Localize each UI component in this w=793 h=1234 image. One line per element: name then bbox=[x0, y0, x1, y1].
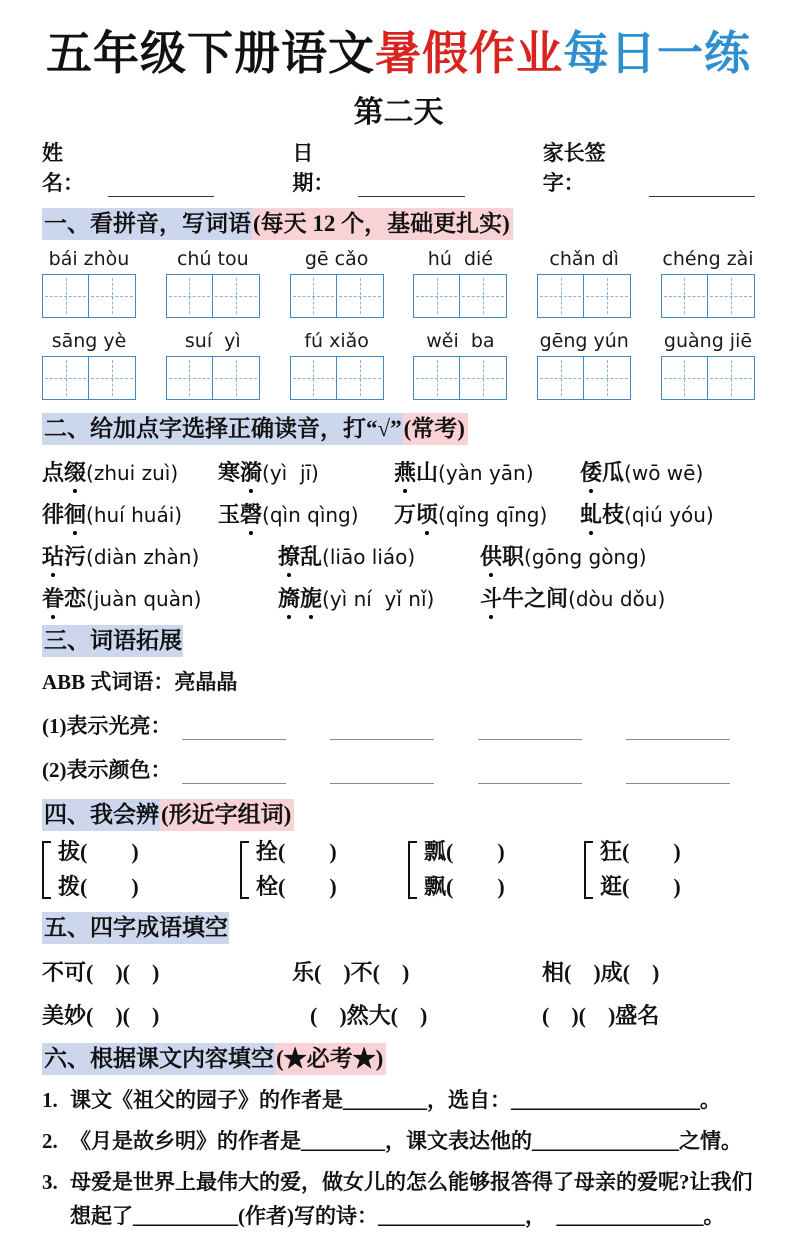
answer-blank bbox=[626, 722, 730, 740]
writing-grid-cell bbox=[413, 356, 460, 400]
word-pinyin: (gōng gòng) bbox=[524, 545, 647, 570]
word-item bbox=[42, 456, 218, 487]
section-1-pinyin-writing bbox=[42, 207, 755, 400]
writing-grid bbox=[413, 274, 507, 318]
writing-grid bbox=[413, 356, 507, 400]
word-characters bbox=[42, 586, 86, 611]
word-item bbox=[580, 498, 755, 529]
writing-grid-cell bbox=[537, 356, 584, 400]
writing-grid-cell bbox=[460, 356, 507, 400]
section-5-idiom-fill bbox=[42, 911, 755, 1030]
word-pinyin: (yì ní yǐ nǐ) bbox=[322, 587, 435, 612]
word-item bbox=[42, 582, 278, 613]
word-pinyin: (qìn qìng) bbox=[262, 503, 359, 528]
word-char: 撩 bbox=[278, 540, 300, 571]
word-characters bbox=[42, 460, 86, 485]
pair-line: 拔( ) bbox=[58, 838, 139, 864]
word-item bbox=[218, 456, 394, 487]
writing-grid-cell bbox=[413, 274, 460, 318]
word-row bbox=[42, 582, 755, 613]
word-char: 玷 bbox=[42, 540, 64, 571]
word-char: 瓜 bbox=[602, 460, 625, 486]
character-pairs bbox=[42, 839, 755, 901]
section-4-heading-main: 四、我会辨 bbox=[42, 799, 160, 831]
section-2-pronunciation bbox=[42, 412, 755, 613]
pinyin-label: suí yì bbox=[184, 329, 241, 352]
idiom-item: 不可( )( ) bbox=[42, 960, 160, 986]
word-characters bbox=[42, 544, 86, 569]
meta-row bbox=[42, 137, 755, 197]
section-5-heading bbox=[42, 911, 755, 944]
section-4-heading-note: (形近字组词) bbox=[160, 799, 294, 831]
pair-column bbox=[58, 839, 139, 901]
writing-grid bbox=[42, 274, 136, 318]
word-char: 寒 bbox=[218, 460, 241, 486]
signature-label: 家长签字： bbox=[542, 140, 606, 195]
word-pinyin: (qǐng qīng) bbox=[438, 503, 548, 528]
abb-example-line: ABB 式词语：亮晶晶 bbox=[42, 669, 238, 694]
abb-item-label: (1)表示光亮： bbox=[42, 713, 172, 738]
char-pair bbox=[42, 839, 240, 901]
abb-blank-row bbox=[42, 710, 755, 740]
word-item bbox=[218, 498, 394, 529]
question bbox=[42, 1165, 755, 1234]
answer-blank bbox=[182, 766, 286, 784]
pinyin-label: gēng yún bbox=[539, 329, 629, 352]
writing-grid-cell bbox=[213, 356, 260, 400]
answer-blank bbox=[330, 722, 434, 740]
section-1-heading bbox=[42, 207, 755, 240]
pair-column bbox=[600, 839, 681, 901]
char-pair bbox=[584, 839, 755, 901]
writing-grid-cell bbox=[460, 274, 507, 318]
answer-blank bbox=[478, 766, 582, 784]
writing-grid bbox=[42, 356, 136, 400]
word-pinyin: (liāo liáo) bbox=[322, 545, 416, 570]
word-char: 缀 bbox=[64, 456, 86, 487]
pinyin-item bbox=[290, 330, 384, 400]
word-char: 磬 bbox=[240, 498, 262, 529]
pinyin-item bbox=[537, 330, 631, 400]
writing-grid-cell bbox=[89, 274, 136, 318]
section-1-heading-main: 一、看拼音，写词语 bbox=[42, 208, 252, 240]
pair-bracket bbox=[42, 841, 51, 899]
pairs-row bbox=[42, 839, 755, 901]
question-number: 3. bbox=[42, 1169, 58, 1194]
writing-grid bbox=[166, 274, 260, 318]
word-char: 间 bbox=[546, 586, 569, 612]
abb-blank-row bbox=[42, 754, 755, 784]
writing-grid-cell bbox=[337, 274, 384, 318]
section-4-similar-characters bbox=[42, 798, 755, 901]
word-char: 燕 bbox=[394, 456, 416, 487]
section-6-text-recall bbox=[42, 1042, 755, 1234]
pair-column bbox=[424, 839, 505, 901]
char-pair bbox=[240, 839, 408, 901]
abb-item-label: (2)表示颜色： bbox=[42, 757, 172, 782]
word-char: 枝 bbox=[602, 502, 625, 528]
writing-grid-cell bbox=[290, 356, 337, 400]
word-row bbox=[42, 456, 755, 487]
pinyin-label: chú tou bbox=[176, 247, 249, 270]
word-characters bbox=[480, 544, 524, 569]
pair-line: 栓( ) bbox=[256, 874, 337, 900]
pinyin-item bbox=[290, 248, 384, 318]
word-char: 污 bbox=[64, 544, 87, 570]
name-field bbox=[42, 137, 214, 197]
section-2-heading-main: 二、给加点字选择正确读音，打“√” bbox=[42, 413, 403, 445]
word-char: 倭 bbox=[580, 456, 602, 487]
answer-blank bbox=[478, 722, 582, 740]
word-char: 万 bbox=[394, 502, 417, 528]
question-number: 1. bbox=[42, 1088, 58, 1113]
title-part-red: 暑假作业 bbox=[375, 27, 563, 79]
section-2-heading bbox=[42, 412, 755, 445]
pair-column bbox=[256, 839, 337, 901]
writing-grid-cell bbox=[166, 356, 213, 400]
pair-bracket bbox=[408, 841, 417, 899]
writing-grid-cell bbox=[537, 274, 584, 318]
word-char: 供 bbox=[480, 540, 502, 571]
word-characters bbox=[580, 460, 624, 485]
date-field bbox=[292, 137, 464, 197]
word-characters bbox=[42, 502, 86, 527]
word-char: 顷 bbox=[416, 498, 438, 529]
idiom-item: 乐( )不( ) bbox=[292, 960, 410, 986]
idiom-item: 美妙( )( ) bbox=[42, 1003, 160, 1029]
word-pinyin: (dòu dǒu) bbox=[568, 587, 666, 612]
section-5-heading-main: 五、四字成语填空 bbox=[42, 912, 229, 944]
abb-blank-rows bbox=[42, 710, 755, 784]
word-item bbox=[278, 540, 480, 571]
word-item bbox=[480, 582, 755, 613]
word-pinyin: (huí huái) bbox=[86, 503, 183, 528]
pinyin-label: guàng jiē bbox=[663, 329, 753, 352]
word-char: 职 bbox=[502, 544, 525, 570]
question-text: 课文《祖父的园子》的作者是________，选自：__________________。 bbox=[70, 1088, 721, 1113]
section-3-heading bbox=[42, 624, 755, 657]
word-item bbox=[42, 540, 278, 571]
word-rows bbox=[42, 456, 755, 613]
word-char: 之 bbox=[524, 586, 547, 612]
page-title bbox=[42, 28, 755, 79]
pair-line: 狂( ) bbox=[600, 838, 681, 864]
pinyin-row bbox=[42, 330, 755, 400]
name-blank bbox=[108, 177, 214, 197]
writing-grid bbox=[537, 356, 631, 400]
question-text: 母爱是世界上最伟大的爱，做女儿的怎么能够报答得了母亲的爱呢?让我们想起了__________(作者)写的诗：______________， ______________。 bbox=[70, 1169, 753, 1229]
word-char: 虬 bbox=[580, 498, 602, 529]
pinyin-item bbox=[166, 330, 260, 400]
section-3-heading-main: 三、词语拓展 bbox=[42, 625, 183, 657]
writing-grid-cell bbox=[661, 356, 708, 400]
writing-grid-cell bbox=[708, 274, 755, 318]
word-characters bbox=[218, 460, 262, 485]
title-part-blue: 每日一练 bbox=[563, 27, 751, 79]
word-pinyin: (juàn quàn) bbox=[86, 587, 202, 612]
writing-grid bbox=[290, 356, 384, 400]
pair-line: 飘( ) bbox=[424, 874, 505, 900]
writing-grid bbox=[166, 356, 260, 400]
pinyin-item bbox=[42, 330, 136, 400]
word-char: 眷 bbox=[42, 582, 64, 613]
idiom-row bbox=[42, 956, 755, 987]
pinyin-label: sāng yè bbox=[51, 329, 127, 352]
word-char: 乱 bbox=[300, 544, 323, 570]
word-item bbox=[42, 498, 218, 529]
word-char: 旎 bbox=[300, 582, 322, 613]
pinyin-row bbox=[42, 248, 755, 318]
word-pinyin: (zhui zuì) bbox=[86, 461, 179, 486]
word-characters bbox=[480, 586, 568, 611]
writing-grid-cell bbox=[337, 356, 384, 400]
word-char: 恋 bbox=[64, 586, 87, 612]
section-1-heading-note: (每天 12 个，基础更扎实) bbox=[252, 208, 513, 240]
word-pinyin: (yàn yān) bbox=[438, 461, 534, 486]
writing-grid bbox=[661, 356, 755, 400]
word-row bbox=[42, 540, 755, 571]
word-char: 斗 bbox=[480, 582, 502, 613]
date-blank bbox=[358, 177, 464, 197]
writing-grid-cell bbox=[584, 274, 631, 318]
word-char: 漪 bbox=[240, 456, 262, 487]
answer-blank bbox=[182, 722, 286, 740]
word-item bbox=[580, 456, 755, 487]
section-4-heading bbox=[42, 798, 755, 831]
pinyin-item bbox=[413, 330, 507, 400]
writing-grid bbox=[537, 274, 631, 318]
date-label: 日期： bbox=[292, 140, 335, 195]
word-characters bbox=[218, 502, 262, 527]
answer-blank bbox=[626, 766, 730, 784]
word-item bbox=[480, 540, 755, 571]
pinyin-label: bái zhòu bbox=[48, 247, 130, 270]
word-char: 山 bbox=[416, 460, 439, 486]
idiom-rows bbox=[42, 956, 755, 1030]
word-characters bbox=[278, 586, 322, 611]
section-6-heading bbox=[42, 1042, 755, 1075]
idiom-row bbox=[42, 999, 755, 1030]
section-6-heading-note: (★必考★) bbox=[275, 1043, 386, 1075]
pinyin-grid-rows bbox=[42, 248, 755, 400]
title-part-black: 五年级下册语文 bbox=[46, 27, 375, 79]
word-pinyin: (yì jī) bbox=[262, 461, 319, 486]
writing-grid-cell bbox=[213, 274, 260, 318]
word-characters bbox=[394, 502, 438, 527]
answer-blank bbox=[330, 766, 434, 784]
section-2-heading-note: (常考) bbox=[403, 413, 468, 445]
word-pinyin: (diàn zhàn) bbox=[86, 545, 200, 570]
name-label: 姓名： bbox=[42, 140, 84, 195]
word-char: 牛 bbox=[502, 586, 525, 612]
word-char: 玉 bbox=[218, 502, 241, 528]
idiom-item: ( )( )盛名 bbox=[542, 1003, 660, 1029]
word-char: 旖 bbox=[278, 582, 300, 613]
word-characters bbox=[278, 544, 322, 569]
writing-grid-cell bbox=[89, 356, 136, 400]
pinyin-label: gē cǎo bbox=[304, 247, 369, 270]
question-text: 《月是故乡明》的作者是________，课文表达他的______________之情。 bbox=[70, 1129, 742, 1154]
pair-bracket bbox=[584, 841, 593, 899]
pair-bracket bbox=[240, 841, 249, 899]
writing-grid-cell bbox=[290, 274, 337, 318]
writing-grid bbox=[290, 274, 384, 318]
writing-grid-cell bbox=[708, 356, 755, 400]
pinyin-item bbox=[661, 330, 755, 400]
signature-field bbox=[543, 137, 755, 197]
word-char: 徊 bbox=[64, 498, 86, 529]
word-characters bbox=[394, 460, 438, 485]
pinyin-item bbox=[166, 248, 260, 318]
signature-blank bbox=[649, 177, 755, 197]
writing-grid-cell bbox=[584, 356, 631, 400]
question bbox=[42, 1083, 755, 1118]
question-number: 2. bbox=[42, 1129, 58, 1154]
section-6-heading-main: 六、根据课文内容填空 bbox=[42, 1043, 275, 1075]
pair-line: 逛( ) bbox=[600, 874, 681, 900]
pair-line: 拴( ) bbox=[256, 838, 337, 864]
pinyin-label: chǎn dì bbox=[549, 247, 619, 270]
writing-grid-cell bbox=[661, 274, 708, 318]
day-subtitle: 第二天 bbox=[353, 95, 444, 129]
word-characters bbox=[580, 502, 624, 527]
word-item bbox=[278, 582, 480, 613]
word-char: 徘 bbox=[42, 502, 65, 528]
word-char: 点 bbox=[42, 460, 65, 486]
pinyin-item bbox=[42, 248, 136, 318]
pinyin-item bbox=[661, 248, 755, 318]
word-pinyin: (qiú yóu) bbox=[624, 503, 714, 528]
writing-grid bbox=[661, 274, 755, 318]
word-item bbox=[394, 456, 580, 487]
pinyin-label: chéng zài bbox=[662, 247, 754, 270]
section-3-word-expansion bbox=[42, 624, 755, 783]
pair-line: 拨( ) bbox=[58, 874, 139, 900]
writing-grid-cell bbox=[42, 356, 89, 400]
idiom-item: 相( )成( ) bbox=[542, 960, 660, 986]
question-list bbox=[42, 1083, 755, 1234]
word-row bbox=[42, 498, 755, 529]
pinyin-label: wěi ba bbox=[426, 329, 495, 352]
pinyin-label: fú xiǎo bbox=[304, 329, 369, 352]
pair-line: 瓢( ) bbox=[424, 838, 505, 864]
writing-grid-cell bbox=[166, 274, 213, 318]
pinyin-item bbox=[537, 248, 631, 318]
pinyin-item bbox=[413, 248, 507, 318]
pinyin-label: hú dié bbox=[427, 247, 493, 270]
word-pinyin: (wō wē) bbox=[624, 461, 704, 486]
writing-grid-cell bbox=[42, 274, 89, 318]
word-item bbox=[394, 498, 580, 529]
char-pair bbox=[408, 839, 584, 901]
question bbox=[42, 1124, 755, 1159]
idiom-item: ( )然大( ) bbox=[310, 1003, 428, 1029]
